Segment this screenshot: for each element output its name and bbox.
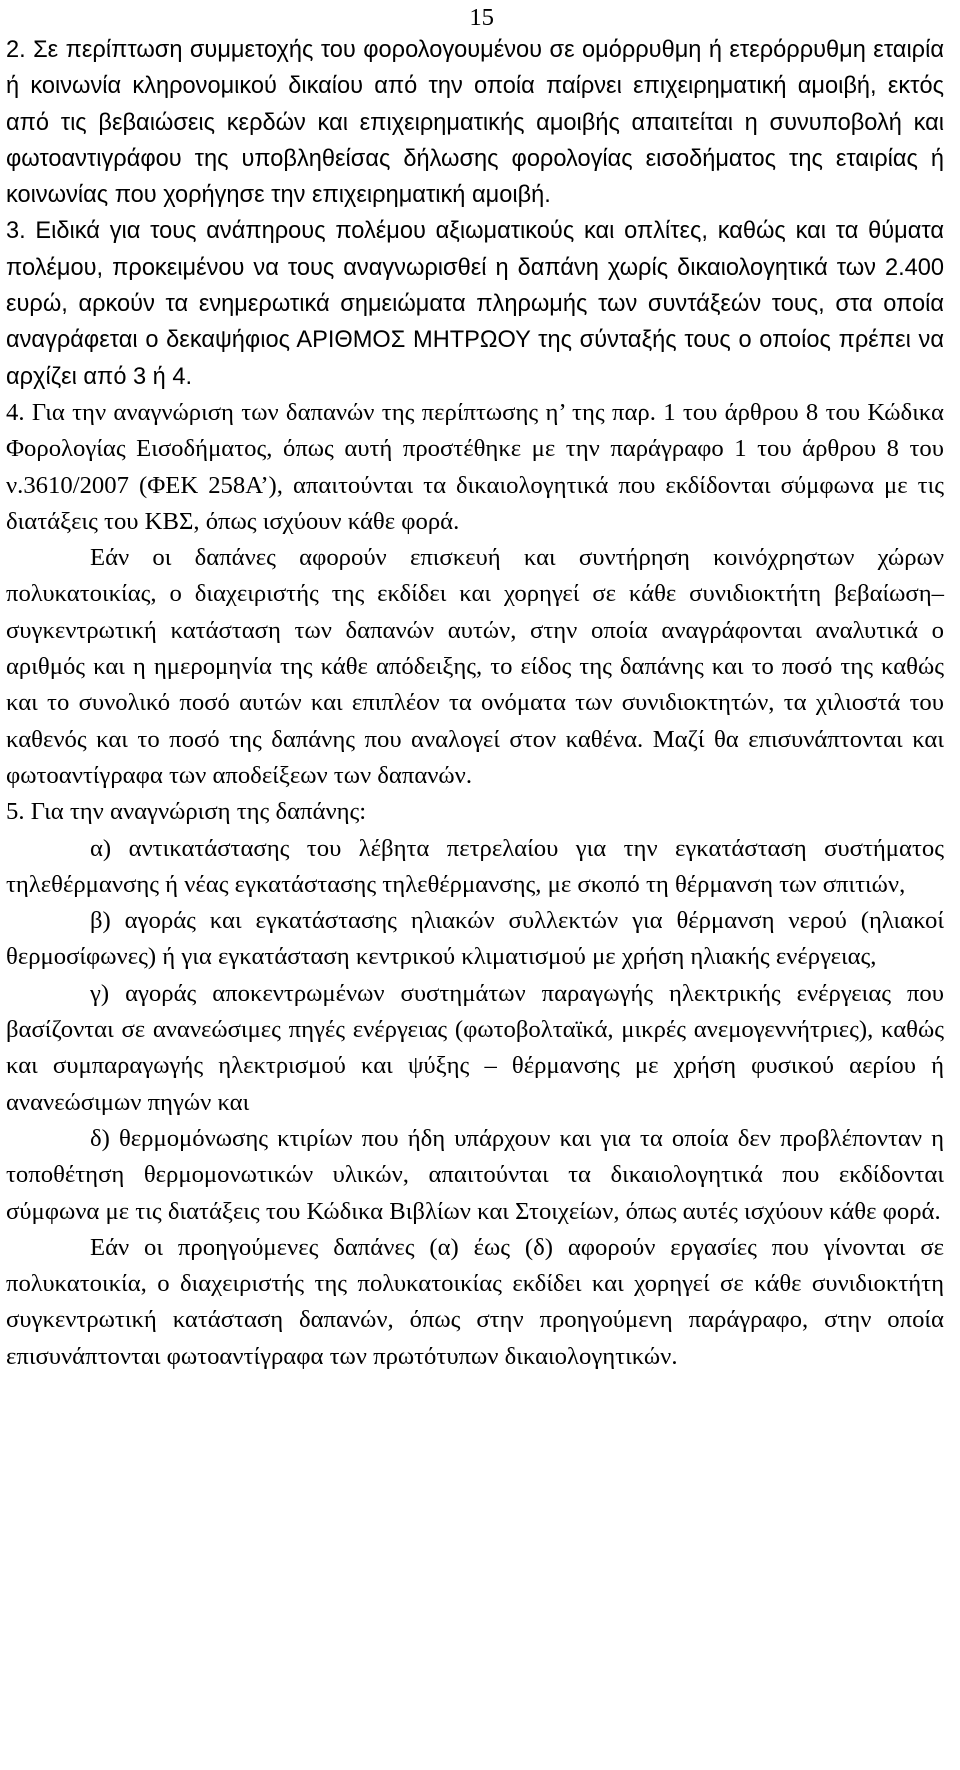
paragraph-2-partner-income: 2. Σε περίπτωση συμμετοχής του φορολογουμένου σε ομόρρυθμη ή ετερόρρυθμη εταιρία ή κοινωνία κληρονομικού δικαίου από την οποία παίρνει επιχειρηματική αμοιβή, εκτός από τις βεβαιώσεις κερδών και επιχειρηματικής αμοιβής απαιτείται η συνυποβολή και φωτοαντιγράφου της υποβληθείσας δήλωσης φορολογίας εισοδήματος της εταιρίας ή κοινωνίας που χορήγησε την επιχειρηματική αμοιβή. xyxy=(6,37,944,209)
list-item-a: α) αντικατάστασης του λέβητα πετρελαίου για την εγκατάσταση συστήματος τηλεθέρμανσης ή νέας εγκατάστασης τηλεθέρμανσης, με σκοπό τη θέρμανση των σπιτιών, xyxy=(6,834,944,898)
page-number: 15 xyxy=(469,4,494,31)
list-item-b: β) αγοράς και εγκατάστασης ηλιακών συλλεκτών για θέρμανση νερού (ηλιακοί θερμοσίφωνες) ή για εγκατάσταση κεντρικού κλιματισμού με χρήση ηλιακής ενέργειας, xyxy=(6,907,944,971)
paragraph-4-expense-recognition: 4. Για την αναγνώριση των δαπανών της περίπτωσης η’ της παρ. 1 του άρθρου 8 του Κώδικα Φορολογίας Εισοδήματος, όπως αυτή προστέθηκε με την παράγραφο 1 του άρθρου 8 του ν.3610/2007 (ΦΕΚ 258Α’), απαιτούνται τα δικαιολογητικά που εκδίδονται σύμφωνα με τις διατάξεις του ΚΒΣ, όπως ισχύουν κάθε φορά. xyxy=(6,398,944,535)
paragraph-5-heading: 5. Για την αναγνώριση της δαπάνης: xyxy=(6,798,367,826)
paragraph-3-war-disabled: 3. Ειδικά για τους ανάπηρους πολέμου αξιωματικούς και οπλίτες, καθώς και τα θύματα πολέμου, προκειμένου να τους αναγνωρισθεί η δαπάνη χωρίς δικαιολογητικά των 2.400 ευρώ, αρκούν τα ενημερωτικά σημειώματα πληρωμής των συντάξεών τους, στα οποία αναγράφεται ο δεκαψήφιος ΑΡΙΘΜΟΣ ΜΗΤΡΩΟΥ της σύνταξής τους ο οποίος πρέπει να αρχίζει από 3 ή 4. xyxy=(6,218,944,390)
paragraph-common-areas: Εάν οι δαπάνες αφορούν επισκευή και συντήρηση κοινόχρηστων χώρων πολυκατοικίας, ο διαχειριστής της εκδίδει και χορηγεί σε κάθε συνιδιοκτήτη βεβαίωση–συγκεντρωτική κατάσταση των δαπανών αυτών, στην οποία αναγράφονται αναλυτικά ο αριθμός και η ημερομηνία της κάθε απόδειξης, το είδος της δαπάνης και το ποσό της καθώς και το συνολικό ποσό αυτών και επιπλέον τα ονόματα των συνιδιοκτητών, τα χιλιοστά του καθενός και το ποσό της δαπάνης που αναλογεί στον καθένα. Μαζί θα επισυνάπτονται και φωτοαντίγραφα των αποδείξεων των δαπανών. xyxy=(6,544,944,789)
paragraph-apartment-building: Εάν οι προηγούμενες δαπάνες (α) έως (δ) αφορούν εργασίες που γίνονται σε πολυκατοικία, ο διαχειριστής της πολυκατοικίας εκδίδει και χορηγεί σε κάθε συνιδιοκτήτη συγκεντρωτική κατάσταση δαπανών, όπως στην προηγούμενη παράγραφο, στην οποία επισυνάπτονται φωτοαντίγραφα των πρωτότυπων δικαιολογητικών. xyxy=(6,1233,944,1370)
list-item-d: δ) θερμομόνωσης κτιρίων που ήδη υπάρχουν και για τα οποία δεν προβλέπονταν η τοποθέτηση θερμομονωτικών υλικών, απαιτούνται τα δικαιολογητικά που εκδίδονται σύμφωνα με τις διατάξεις του Κώδικα Βιβλίων και Στοιχείων, όπως αυτές ισχύουν κάθε φορά. xyxy=(6,1124,944,1225)
list-item-c: γ) αγοράς αποκεντρωμένων συστημάτων παραγωγής ηλεκτρικής ενέργειας που βασίζονται σε ανανεώσιμες πηγές ενέργειας (φωτοβολταϊκά, μικρές ανεμογεννήτριες), καθώς και συμπαραγωγής ηλεκτρισμού και ψύξης – θέρμανσης με χρήση φυσικού αερίου ή ανανεώσιμων πηγών και xyxy=(6,979,944,1116)
